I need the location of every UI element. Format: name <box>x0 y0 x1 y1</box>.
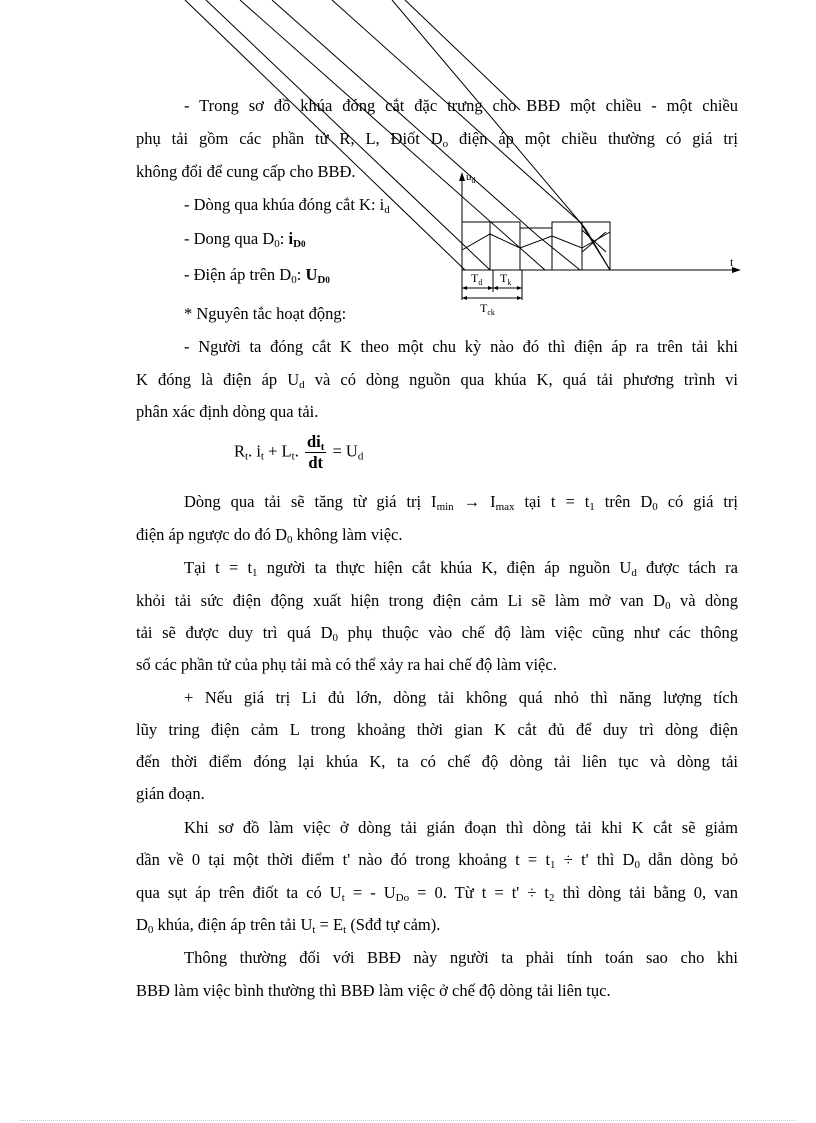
paragraph-6-line-4: $D_0$ khúa, điện áp trên tải $U_t = E_t$ (Sđđ tự cảm). <box>136 915 441 936</box>
label-Td: $T_d$ <box>471 271 483 287</box>
voltage-pulses <box>462 222 610 270</box>
x-axis-label: t <box>730 255 734 269</box>
differential-equation: $R_t$. $i_t + L_t$. $\frac{di_t}{dt}$ = $U_d$ <box>234 432 364 472</box>
arrow-Tk-left <box>493 286 498 290</box>
x-axis-arrow <box>732 267 741 273</box>
paragraph-3-line-1: Dòng qua tải sẽ tăng từ giá trị $I_{min} \to I_{max}$ tại $t = t_1$ trên $D_0$ có giá trị <box>184 492 738 513</box>
y-axis-label: $u_d$ <box>466 171 476 185</box>
paragraph-5-line-3: đến thời điểm đóng lại khúa K, ta có chế độ dòng tải liên tục và dòng tải <box>136 752 738 771</box>
diagonal-line-7 <box>405 0 520 110</box>
paragraph-4-line-4: số các phần tử của phụ tải mà có thể xảy ra hai chế độ làm việc. <box>136 655 557 674</box>
paragraph-1-line-3: không đổi để cung cấp cho BBĐ. <box>136 162 356 181</box>
paragraph-6-line-3: qua sụt áp trên điốt ta có $U_t$ = - $U_{Do} = 0$. Từ $t = t' \div t_2$ thì dòng tải bằng 0, van <box>136 883 739 904</box>
footer-divider <box>20 1120 796 1121</box>
label-Tk: $T_k$ <box>500 271 512 287</box>
arrow-Tck-right <box>517 296 522 300</box>
paragraph-5-line-4: gián đoạn. <box>136 784 205 803</box>
d0-current-label: - Dong qua $D_0$: $i_{D0}$ <box>184 229 306 250</box>
paragraph-4-line-2: khỏi tải sức điện động xuất hiện trong điện cảm Li sẽ làm mở van $D_0$ và dòng <box>136 591 738 612</box>
paragraph-7-line-2: BBĐ làm việc bình thường thì BBĐ làm việc ở chế độ dòng tải liên tục. <box>136 981 611 1000</box>
switch-current-label: - Dòng qua khúa đóng cắt K: $i_d$ <box>184 195 390 216</box>
paragraph-4-line-3: tải sẽ được duy trì quá $D_0$ phụ thuộc vào chế độ làm việc cũng như các thông <box>136 623 738 644</box>
paragraph-7-line-1: Thông thường đối với BBĐ này người ta phải tính toán sao cho khi <box>184 948 738 967</box>
paragraph-1-line-1: - Trong sơ đồ khúa đóng cắt đặc trưng cho BBĐ một chiều - một chiều <box>184 96 738 115</box>
label-Tck: $T_{ck}$ <box>480 301 495 317</box>
paragraph-6-line-1: Khi sơ đồ làm việc ở dòng tải gián đoạn thì dòng tải khi K cắt sẽ giảm <box>184 818 738 837</box>
y-axis-arrow <box>459 172 465 181</box>
arrow-Td-right <box>488 286 493 290</box>
arrow-Tck-left <box>462 296 467 300</box>
paragraph-6-line-2: dần về 0 tại một thời điểm t' nào đó trong khoảng $t = t_1 \div t'$ thì $D_0$ dẫn dòng bỏ <box>136 850 738 871</box>
paragraph-5-line-1: + Nếu giá trị Li đủ lớn, dòng tải không quá nhỏ thì năng lượng tích <box>184 688 738 707</box>
paragraph-3-line-2: điện áp ngược do đó $D_0$ không làm việc. <box>136 525 403 546</box>
paragraph-1-line-2: phụ tải gồm các phần tử R, L, Điốt $D_o$ điện áp một chiều thường có giá trị <box>136 129 739 150</box>
paragraph-4-line-1: Tại $t = t_1$ người ta thực hiện cắt khúa K, điện áp nguồn $U_d$ được tách ra <box>184 558 738 579</box>
switching-waveform-diagram <box>0 0 816 330</box>
operating-principle-heading: * Nguyên tắc hoạt động: <box>184 304 347 323</box>
paragraph-5-line-2: lũy tring điện cảm L trong khoảng thời gian K cắt đủ để duy trì dòng điện <box>136 720 738 739</box>
d0-voltage-label: - Điện áp trên $D_0$: $U_{D0}$ <box>184 265 330 286</box>
arrow-Td-left <box>462 286 467 290</box>
paragraph-2-line-1: - Người ta đóng cắt K theo một chu kỳ nào đó thì điện áp ra trên tải khi <box>184 337 738 356</box>
derivative-fraction: $\frac{di_t}{dt}$ <box>306 432 325 472</box>
paragraph-2-line-3: phân xác định dòng qua tải. <box>136 402 319 421</box>
paragraph-2-line-2: K đóng là điện áp $U_d$ và có dòng nguồn qua khúa K, quá tải phương trình vi <box>136 370 738 391</box>
arrow-Tk-right <box>517 286 522 290</box>
